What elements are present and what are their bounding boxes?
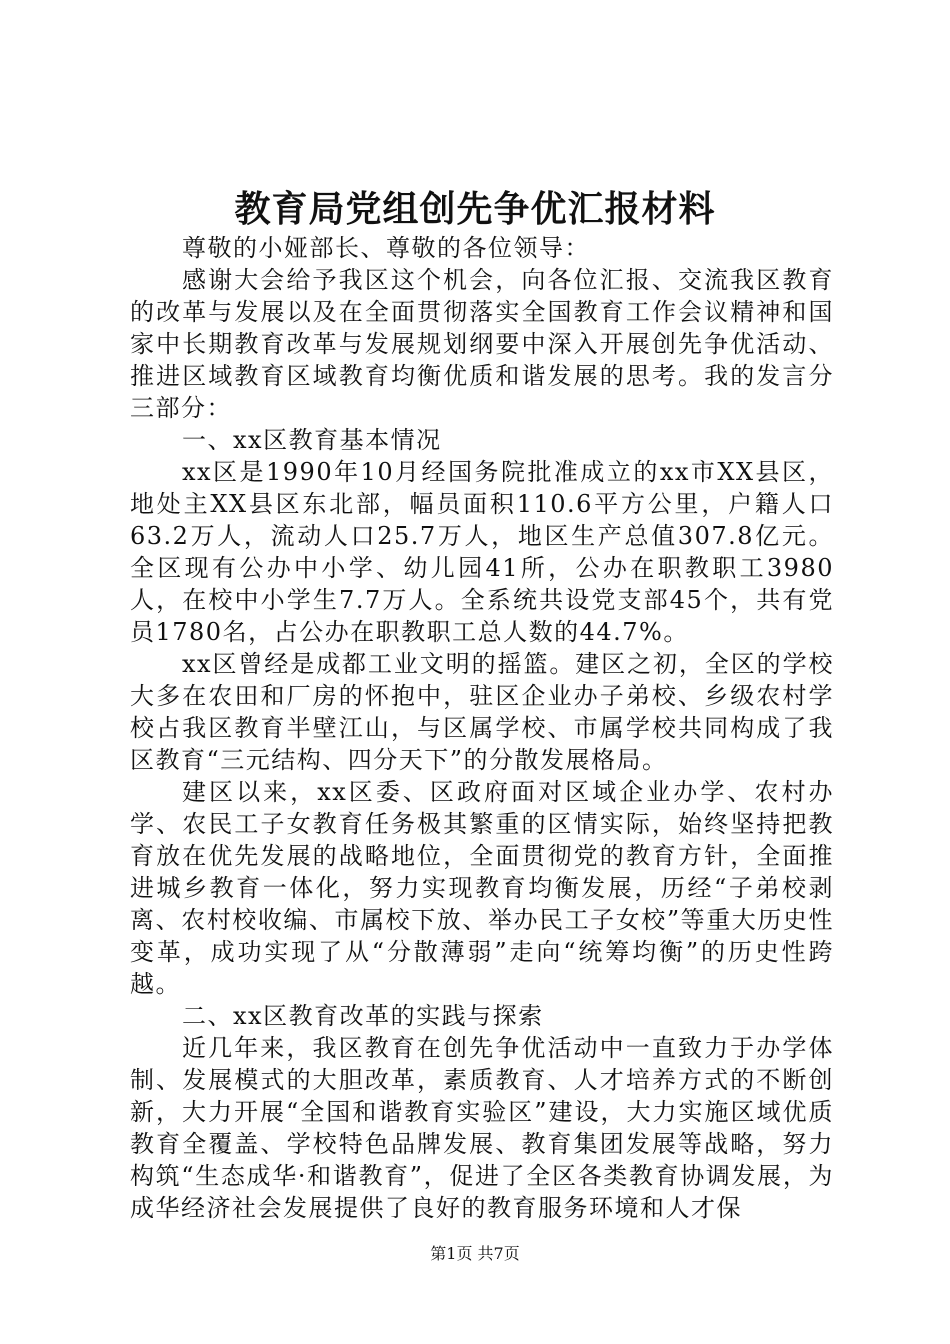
intro-paragraph: 感谢大会给予我区这个机会，向各位汇报、交流我区教育的改革与发展以及在全面贯彻落实全国教育工作会议精神和国家中长期教育改革与发展规划纲要中深入开展创先争优活动、推进区域教育区域教育均衡优质和谐发展的思考。我的发言分三部分： (130, 266, 834, 422)
body-paragraph: xx区是1990年10月经国务院批准成立的xx市XX县区，地处主XX县区东北部，幅员面积110.6平方公里，户籍人口63.2万人，流动人口25.7万人，地区生产总值307.8亿元。全区现有公办中小学、幼儿园41所，公办在职教职工3980人，在校中小学生7.7万人。全系统共设党支部45个，共有党员1780名，占公办在职教职工总人数的44.7%。 (130, 458, 834, 646)
document-body (130, 232, 834, 1224)
section-heading-1: 一、xx区教育基本情况 (182, 426, 442, 454)
body-paragraph: 建区以来，xx区委、区政府面对区域企业办学、农村办学、农民工子女教育任务极其繁重的区情实际，始终坚持把教育放在优先发展的战略地位，全面贯彻党的教育方针，全面推进城乡教育一体化，努力实现教育均衡发展，历经“子弟校剥离、农村校收编、市属校下放、举办民工子女校”等重大历史性变革，成功实现了从“分散薄弱”走向“统筹均衡”的历史性跨越。 (130, 778, 834, 998)
section-heading-2: 二、xx区教育改革的实践与探索 (182, 1002, 544, 1030)
page-number-footer: 第1页 共7页 (430, 1244, 520, 1263)
body-paragraph: 近几年来，我区教育在创先争优活动中一直致力于办学体制、发展模式的大胆改革，素质教育、人才培养方式的不断创新，大力开展“全国和谐教育实验区”建设，大力实施区域优质教育全覆盖、学校特色品牌发展、教育集团发展等战略，努力构筑“生态成华·和谐教育”，促进了全区各类教育协调发展，为成华经济社会发展提供了良好的教育服务环境和人才保 (130, 1034, 834, 1222)
body-paragraph: xx区曾经是成都工业文明的摇篮。建区之初，全区的学校大多在农田和厂房的怀抱中，驻区企业办子弟校、乡级农村学校占我区教育半壁江山，与区属学校、市属学校共同构成了我区教育“三元结构、四分天下”的分散发展格局。 (130, 650, 834, 774)
salutation-paragraph: 尊敬的小娅部长、尊敬的各位领导： (182, 234, 590, 262)
document-title: 教育局党组创先争优汇报材料 (234, 188, 716, 230)
